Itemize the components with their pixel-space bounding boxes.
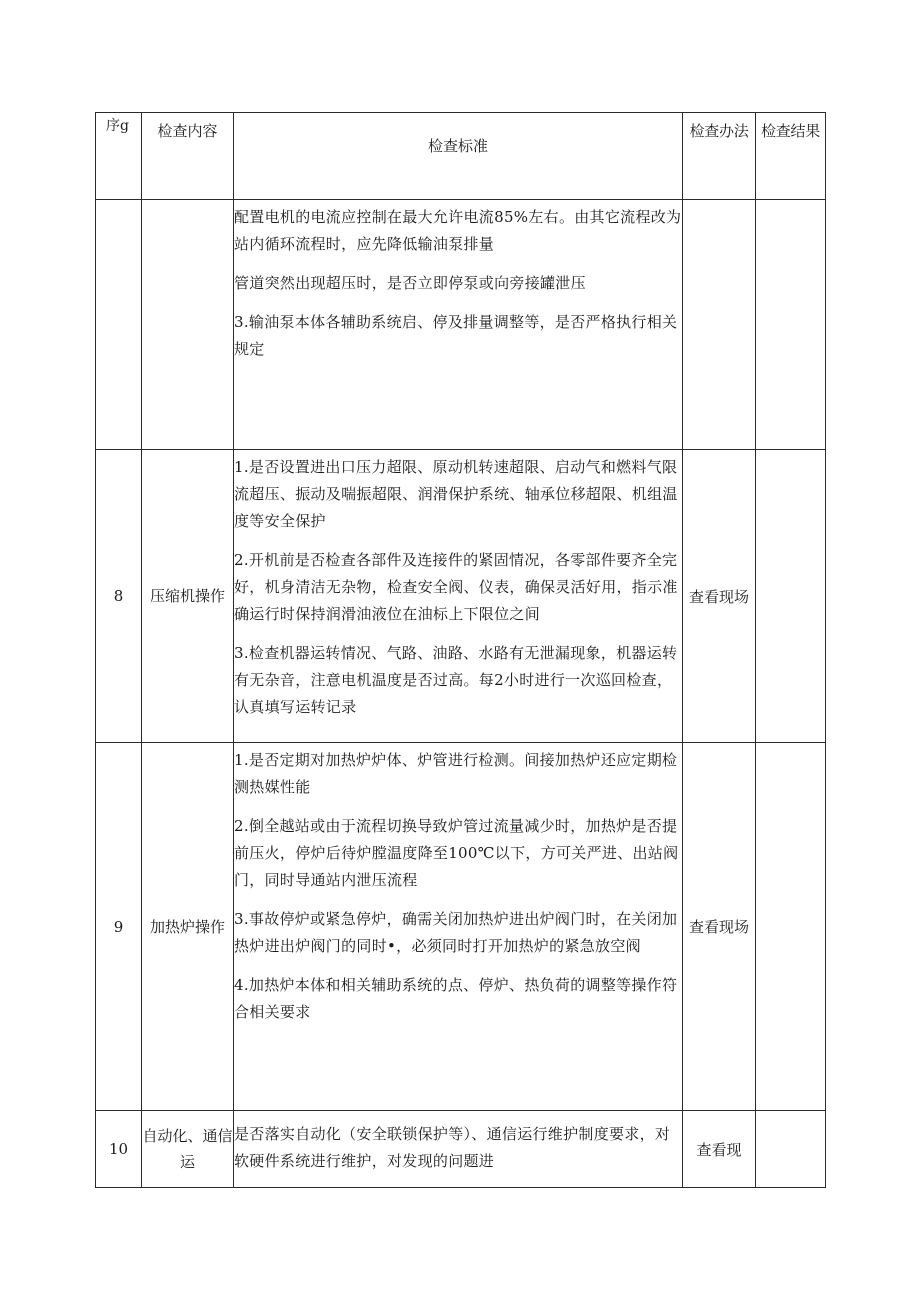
- row-standards: [234, 743, 683, 1111]
- header-result: 检查结果: [756, 113, 826, 200]
- row-no: 10: [96, 1111, 142, 1188]
- row-result: [756, 1111, 826, 1188]
- row-method: 查看现场: [683, 743, 756, 1111]
- standard-text: 3.输油泵本体各辅助系统启、停及排量调整等，是否严格执行相关规定: [234, 313, 678, 358]
- header-standard: 检查标准: [234, 113, 683, 200]
- standard-text: 1.是否定期对加热炉炉体、炉管进行检测。间接加热炉还应定期检测热媒性能: [234, 751, 678, 796]
- standard-text: 4.加热炉本体和相关辅助系统的点、停炉、热负荷的调整等操作符合相关要求: [234, 976, 678, 1021]
- row-result: [756, 450, 826, 743]
- row-item: [142, 200, 234, 450]
- row-method: 查看现场: [683, 450, 756, 743]
- table-row: [96, 1111, 826, 1188]
- inspection-table-sheet: [95, 112, 825, 1188]
- table-header-row: [96, 113, 826, 200]
- row-no: [96, 200, 142, 450]
- row-standards: [234, 450, 683, 743]
- row-method: [683, 200, 756, 450]
- header-no: 序g: [96, 113, 142, 200]
- standard-text: 配置电机的电流应控制在最大允许电流85%左右。由其它流程改为站内循环流程时，应先降低输油泵排量: [234, 208, 682, 253]
- standard-text: 3.事故停炉或紧急停炉，确需关闭加热炉进出炉阀门时，在关闭加热炉进出炉阀门的同时•，必须同时打开加热炉的紧急放空阀: [234, 910, 678, 955]
- header-method: 检查办法: [683, 113, 756, 200]
- row-method: 查看现: [683, 1111, 756, 1188]
- row-item: 自动化、通信运: [142, 1111, 234, 1188]
- row-result: [756, 743, 826, 1111]
- standard-text: 3.检查机器运转情况、气路、油路、水路有无泄漏现象，机器运转有无杂音，注意电机温度是否过高。每2小时进行一次巡回检查，认真填写运转记录: [234, 644, 678, 716]
- row-result: [756, 200, 826, 450]
- row-no: 8: [96, 450, 142, 743]
- row-item: 压缩机操作: [142, 450, 234, 743]
- row-no: 9: [96, 743, 142, 1111]
- standard-text: 2.开机前是否检查各部件及连接件的紧固情况，各零部件要齐全完好，机身清洁无杂物，检查安全阀、仪表，确保灵活好用，指示准确运行时保持润滑油液位在油标上下限位之间: [234, 551, 678, 623]
- inspection-table: [95, 112, 826, 1188]
- standard-text: 管道突然出现超压时，是否立即停泵或向旁接罐泄压: [234, 274, 586, 292]
- standard-text: 是否落实自动化（安全联锁保护等）、通信运行维护制度要求，对软硬件系统进行维护，对发现的问题进: [234, 1125, 671, 1170]
- header-content: 检查内容: [142, 113, 234, 200]
- standard-text: 2.倒全越站或由于流程切换导致炉管过流量减少时，加热炉是否提前压火，停炉后待炉膛温度降至100℃以下，方可关严进、出站阀门，同时导通站内泄压流程: [234, 817, 679, 889]
- row-standards: [234, 200, 683, 450]
- row-standards: [234, 1111, 683, 1188]
- table-row: [96, 200, 826, 450]
- table-row: [96, 743, 826, 1111]
- standard-text: 1.是否设置进出口压力超限、原动机转速超限、启动气和燃料气限流超压、振动及喘振超限、润滑保护系统、轴承位移超限、机组温度等安全保护: [234, 458, 678, 530]
- row-item: 加热炉操作: [142, 743, 234, 1111]
- table-row: [96, 450, 826, 743]
